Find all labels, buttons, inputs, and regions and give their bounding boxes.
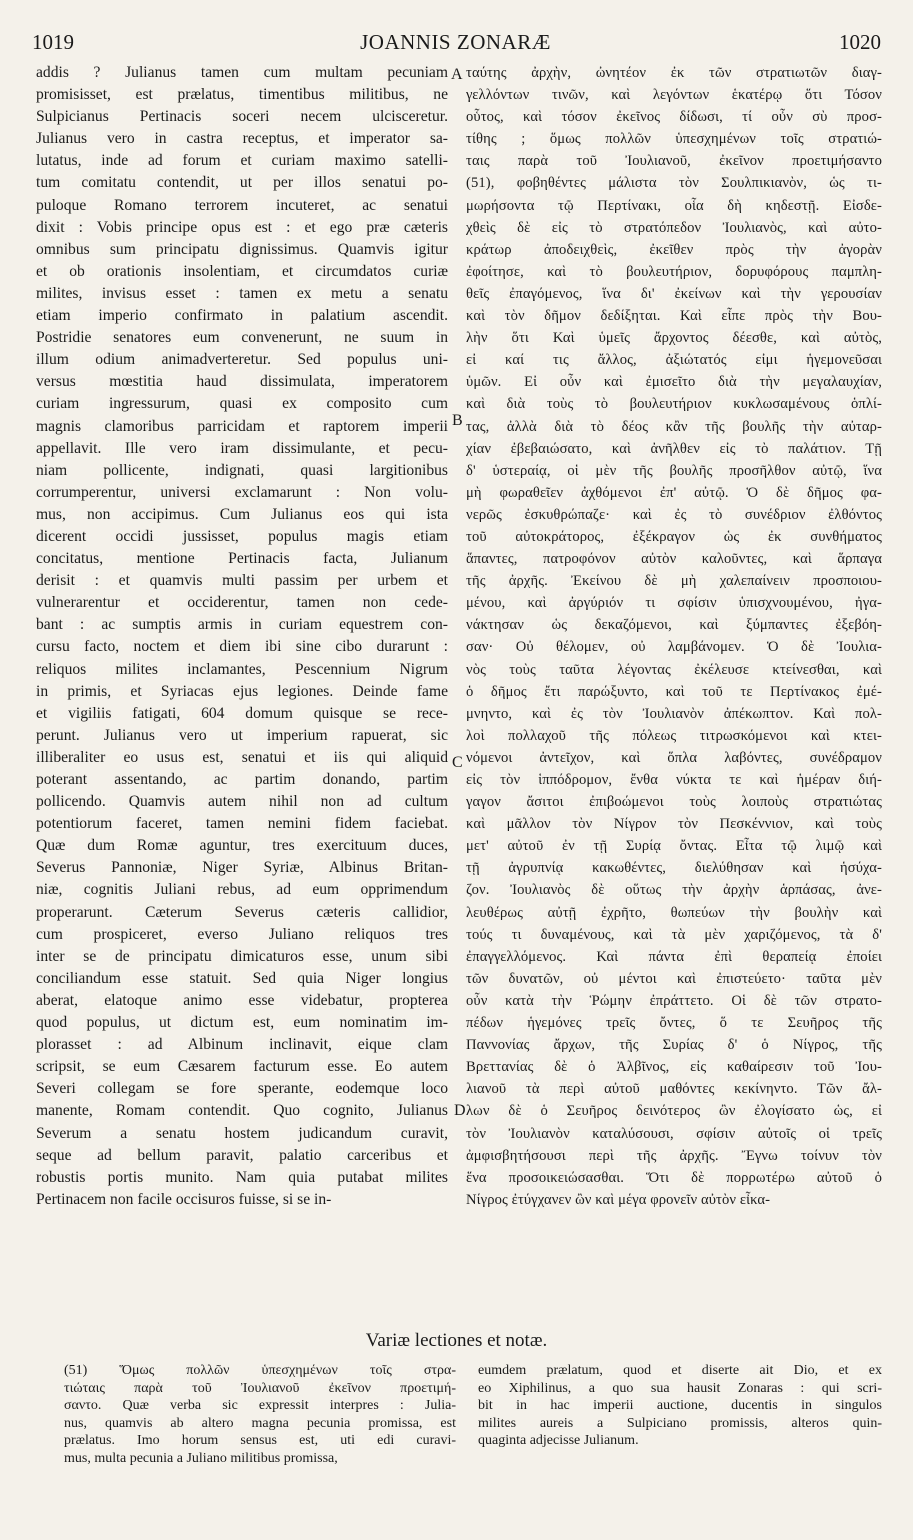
text-line: νερῶς ἐσκυθρώπαζε· καὶ ἐς τὸ συνέδριον ἐλθόντος [466, 506, 882, 523]
text-line: κράτωρ ἀποδειχθεὶς, ἐκεῖθεν πρὸς τὴν ἀγορὰν [466, 241, 882, 258]
text-line: mus, multa pecunia a Juliano militibus promissa, [64, 1450, 338, 1466]
text-line: lutatus, inde ad forum et curiam maximo satelli- [36, 152, 448, 170]
text-line: nus, quamvis ab altero magna pecunia promissa, est [64, 1415, 456, 1431]
text-line: τούς τι δυναμένους, καὶ τὰ μὲν χαριζόμενος, τὰ δ' [466, 926, 882, 943]
text-line: pollicendo. Quamvis autem nihil non ad cultum [36, 793, 448, 811]
text-line: addis ? Julianus tamen cum multam pecuniam [36, 64, 448, 81]
text-line: οὖν κατὰ τὴν Ῥώμην ἐπράττετο. Οἱ δὲ τῶν στρατο- [466, 992, 882, 1009]
page-number-left: 1019 [32, 30, 74, 54]
text-line: etiam imperio confirmato in palatium ascendit. [36, 307, 448, 325]
text-line: cursu facto, noctem et diem ibi sine cibo durarunt : [36, 638, 448, 656]
text-line: τῶν δυνατῶν, οὐ μέντοι καὶ ἐπιστεύετο· ταῦτα μὲν [466, 970, 882, 987]
text-line: in primis, et Syriacas ejus legiones. Deinde fame [36, 682, 448, 700]
text-line: οὗτος, καὶ τόσον ἐκεῖνος δίδωσι, τί οὖν σὺ προσ- [466, 109, 882, 126]
margin-marker-c: C [452, 754, 463, 771]
text-line: νὸς τοὺς ταῦτα λέγοντας ἐκέλευσε κτείνεσθαι, καὶ [466, 661, 882, 678]
text-line: εἰ καί τις ἄλλος, ἀξιώτατός εἰμι ἡγεμονεῦσαι [466, 352, 882, 369]
text-line: poterant assentando, ac partim donando, partim [36, 771, 448, 788]
text-line: et ob orationis insolentiam, et circumdatos curiæ [36, 262, 448, 280]
text-line: μωρήσοντα τῷ Περτίνακι, οἷα δὴ κηδεστῇ. Εἰσδε- [466, 197, 882, 214]
text-line: robustis portis munito. Nam quia putabat milites [36, 1168, 448, 1186]
margin-marker-b: B [452, 412, 463, 429]
text-line: Julianus vero in castra receptus, et imperator sa- [36, 130, 448, 148]
text-line: τίθης ; ὅμως πολλῶν ὑπεσχημένων τοῖς στρατιώ- [466, 131, 882, 148]
text-line: eumdem prælatum, quod et diserte ait Dio, et ex [478, 1363, 882, 1378]
text-line: Sulpicianus Pertinacis soceri necem ulcisceretur. [36, 108, 448, 126]
text-line: θεῖς ἐπαγόμενος, ἵνα δι' ἐκείνων καὶ τὴν γερουσίαν [466, 285, 882, 302]
text-line: καὶ μᾶλλον τὸν Νίγρον τὸν Πεσκέννιον, καὶ τοὺς [466, 816, 882, 833]
text-line: σαν· Οὐ θέλομεν, οὐ λαμβάνομεν. Ὁ δὲ Ἰουλια- [466, 639, 882, 656]
text-line: (51), φοβηθέντες μάλιστα τὸν Σουλπικιανὸν, ὡς τι- [466, 175, 882, 192]
text-line: μένου, καὶ ἀργύριόν τι σφίσιν ὑπισχνουμένου, ἠγα- [466, 595, 882, 612]
text-line: corrumperentur, universi exclamarunt : Non volu- [36, 483, 448, 501]
text-line: πέδων ἡγεμόνες τρεῖς ὄντες, ὅ τε Σευῆρος τῆς [466, 1015, 882, 1032]
margin-marker-a: A [451, 66, 463, 83]
notes-left-column [64, 1362, 456, 1472]
text-line: χθεὶς δὲ εἰς τὸ στρατόπεδον Ἰουλιανὸς, καὶ αὐτο- [466, 219, 882, 236]
text-line: Severum a senatu hostem judicandum curavit, [36, 1124, 448, 1142]
text-line: ἕνα προσοικειώσασθαι. Ὅτι δὲ πορρωτέρω αὐτοῦ ὁ [466, 1169, 882, 1186]
text-line: Severi collegam se fore sperante, eodemque loco [36, 1080, 448, 1098]
latin-column [36, 62, 448, 1322]
text-line: dixit : Vobis principe opus est : et ego præ cæteris [36, 218, 448, 236]
text-line: εἰς τὸν ἱππόδρομον, ἔνθα νύκτα τε καὶ ἡμέραν διή- [466, 772, 882, 788]
text-line: puloque Romano terrorem incuteret, ac senatui [36, 196, 448, 214]
text-line: derisit : et quamvis multi passim per urbem et [36, 572, 448, 590]
text-line: aberat, elatoque animo esse videbatur, propterea [36, 991, 448, 1009]
text-line: conciliandum esse statuit. Sed quia Niger longius [36, 969, 448, 987]
text-line: Παννονίας ἄρχων, τῆς Συρίας δ' ὁ Νίγρος, τῆς [466, 1037, 882, 1054]
text-line: bant : ac sumptis armis in curiam equestrem con- [36, 616, 448, 634]
text-line: Βρεττανίας δὲ ὁ Ἀλβῖνος, εἰς καθαίρεσιν τοῦ Ἰου- [466, 1059, 882, 1076]
text-line: τῆς ἀρχῆς. Ἐκείνου δὲ μὴ χαλεπαίνειν προσποιου- [466, 573, 882, 590]
text-line: illum odium animadverteretur. Sed populus uni- [36, 351, 448, 369]
text-line: δ' ὑστεραίᾳ, οἱ μὲν τῆς βουλῆς προσῆλθον αὐτῷ, ἵνα [466, 462, 882, 479]
text-line: ὑμῶν. Εἰ οὖν καὶ ἐμισεῖτο διὰ τὴν μεγαλαυχίαν, [466, 374, 882, 391]
text-line: χίαν ἐβεβαιώσατο, καὶ ἀνῆλθεν εἰς τὸ παλάτιον. Τῇ [466, 440, 882, 457]
text-line: Quæ dum Romæ aguntur, tres exercituum duces, [36, 837, 448, 855]
text-line: vulnerarentur et occiderentur, tamen non cede- [36, 594, 448, 612]
text-line: σαντο. Quæ verba sic expressit interpres : Julia- [64, 1398, 456, 1413]
text-line: ἅπαντες, πατροφόνον αὐτὸν καλοῦντες, καὶ ἅρπαγα [466, 551, 882, 568]
text-line: (51) Ὅμως πολλῶν ὑπεσχημένων τοῖς στρα- [64, 1363, 456, 1378]
text-line: promisisset, est prælatus, timentibus militibus, ne [36, 86, 448, 104]
text-line: appellavit. Ille vero iram dissimulante, et pecu- [36, 439, 448, 457]
text-line: ταις παρὰ τοῦ Ἰουλιανοῦ, ἐκεῖνον προετιμήσαντο [466, 153, 882, 170]
text-line: scripsit, se eum Cæsarem facturum esse. Eo autem [36, 1058, 448, 1076]
text-line: illiberaliter eo usus est, senatui et iis qui aliquid [36, 748, 448, 766]
text-line: ὁ δῆμος ἔτι παρώξυντο, καὶ τοῦ τε Περτίνακος ἐμέ- [466, 683, 882, 700]
text-line: μνηντο, καὶ ἐς τὸν Ἰουλιανὸν ἀπέκωπτον. Καὶ πολ- [466, 705, 882, 722]
text-line: inter se de principatu dimicaturos esse, unum sibi [36, 947, 448, 965]
text-line: καὶ διὰ τοὺς τὸ βουλευτήριον κυκλωσαμένους ὁπλί- [466, 396, 882, 413]
text-line: milites, invisus esset : tamen ex metu a senatu [36, 284, 448, 302]
text-line: ζον. Ἰουλιανὸς δὲ οὕτως τὴν ἀρχὴν ἁρπάσας, ἀνε- [466, 882, 882, 899]
text-line: mus, non accipimus. Cum Julianus eos qui ista [36, 505, 448, 523]
text-line: Pertinacem non facile occisuros fuisse, si se in- [36, 1190, 332, 1208]
text-line: λοὶ πολλαχοῦ τῆς πόλεως τιτρωσκόμενοι καὶ κτει- [466, 727, 882, 744]
page-number-right: 1020 [839, 30, 881, 54]
text-line: νάκτησαν ὡς δεκαζόμενοι, καὶ ξύμπαντες ἐξεβόη- [466, 617, 882, 634]
margin-marker-d: D [454, 1102, 466, 1119]
text-line: plorasset : ad Albinum inclinavit, eique clam [36, 1036, 448, 1054]
text-line: quaginta adjecisse Julianum. [478, 1433, 639, 1448]
text-line: perunt. Julianus vero ut imperium rapuerat, sic [36, 726, 448, 744]
text-line: eo Xiphilinus, a quo sua hausit Zonaras : qui scri- [478, 1380, 882, 1396]
text-line: manente, Romam contendit. Quo cognito, Julianus [36, 1102, 448, 1120]
text-line: ταύτης ἀρχὴν, ὠνητέον ἐκ τῶν στρατιωτῶν διαγ- [466, 65, 882, 81]
text-line: milites aureis a Sulpiciano promissis, alteros quin- [478, 1415, 882, 1431]
text-line: magnis clamoribus parricidam et raptorem imperii [36, 417, 448, 435]
text-line: versus mœstitia haud dissimulata, imperatorem [36, 373, 448, 391]
text-line: niam pollicente, indignati, quasi largitionibus [36, 461, 448, 479]
text-line: Postridie senatores eum convenerunt, ne suum in [36, 329, 448, 347]
text-line: niæ, cognitis Juliani rebus, ad eum opprimendum [36, 881, 448, 899]
text-line: reliquos milites inclamantes, Pescennium Nigrum [36, 660, 448, 678]
text-line: et vigiliis fatigati, 604 domum quisque se rece- [36, 704, 448, 722]
running-title: JOANNIS ZONARÆ [360, 30, 551, 54]
text-line: τὸν Ἰουλιανὸν καταλύσουσι, σφίσιν αὐτοῖς οἱ τρεῖς [466, 1125, 882, 1142]
text-line: τοῦ αὐτοκράτορος, ἐξέκραγον ὡς ἐκ συνθήματος [466, 528, 882, 545]
text-line: quod populus, ut dictum est, eum nominatim im- [36, 1014, 448, 1032]
text-line: λὴν ὅτι Καὶ ὑμεῖς ἄρχοντος δέεσθε, καὶ αὐτὸς, [466, 330, 882, 347]
text-line: omnibus sum principatu dignissimus. Quamvis igitur [36, 240, 448, 258]
text-line: λιανοῦ τὰ περὶ αὐτοῦ μαθόντες κεκίνηντο. Τῶν ἄλ- [466, 1081, 882, 1098]
text-line: καὶ τὸν δῆμον δεδίξηται. Καὶ εἶπε πρὸς τὴν Βου- [466, 308, 882, 325]
text-line: Severus Pannoniæ, Niger Syriæ, Albinus Britan- [36, 859, 448, 877]
text-line: γελλόντων τινῶν, καὶ λεγόντων ἑκατέρῳ ὅτι Τόσον [466, 87, 882, 104]
greek-column [466, 62, 882, 1322]
text-line: prælatus. Imo horum sensus est, uti edi curavi- [64, 1433, 456, 1448]
page-header [28, 30, 883, 56]
text-line: dicerent occidi jussisset, populus magis etiam [36, 527, 448, 545]
text-line: potentiorum faceret, tamen nemini fidem faciebat. [36, 815, 448, 833]
text-line: bit in hac imperii auctione, ducentis in singulos [478, 1398, 882, 1413]
text-line: ἀμφισβητήσουσι περὶ τῆς ἀρχῆς. Ἔγνω τοίνυν τὸν [466, 1147, 882, 1164]
text-line: νόμενοι ἀντεῖχον, καὶ ὅπλα λαβόντες, συνέδραμον [466, 749, 882, 766]
text-line: cum prospiceret, everso Juliano reliquos tres [36, 925, 448, 943]
text-line: γαγον ἄσιτοι ἐπιβοώμενοι τοὺς λοιποὺς στρατιώτας [466, 794, 882, 811]
notes-right-column [478, 1362, 882, 1472]
text-line: λευθέρως αὐτῇ ἐχρῆτο, θωπεύων τὴν βουλὴν καὶ [466, 904, 882, 921]
text-line: ἐφοίτησε, καὶ τὸ βουλευτήριον, δορυφόρους παμπλη- [466, 263, 882, 280]
notes-heading: Variæ lectiones et notæ. [365, 1330, 548, 1351]
text-line: τας, ἀλλὰ διὰ τὸ δέος κἂν τῆς βουλῆς τὴν αὐταρ- [466, 418, 882, 435]
text-line: seque ad bellum paravit, palatio carceribus et [36, 1146, 448, 1164]
text-line: τῇ ἀγρυπνίᾳ κακωθέντες, διελύθησαν καὶ ἡσύχα- [466, 860, 882, 877]
text-line: tum comitatu contendit, ut per illos senatui po- [36, 174, 448, 192]
text-line: μὴ φωραθεῖεν ἀχθόμενοι ἐπ' αὐτῷ. Ὁ δὲ δῆμος φα- [466, 484, 882, 501]
text-line: concitatus, mentione Pertinacis facta, Julianum [36, 550, 448, 568]
text-line: τιώταις παρὰ τοῦ Ἰουλιανοῦ ἐκεῖνον προετιμή- [64, 1380, 456, 1396]
text-line: Νίγρος ἐτύγχανεν ὢν καὶ μέγα φρονεῖν αὐτὸν εἶκα- [466, 1191, 771, 1208]
text-line: ἐπαγγελλόμενος. Καὶ πάντα ἐπὶ θεραπείᾳ ἐποίει [466, 948, 882, 965]
text-line: μετ' αὐτοῦ ἐν τῇ Συρίᾳ ὄντας. Εἶτα τῷ λιμῷ καὶ [466, 838, 882, 855]
text-line: properarunt. Cæterum Severus cæteris callidior, [36, 903, 448, 921]
text-line: λων δὲ ὁ Σευῆρος δεινότερος ὢν ἐλογίσατο ὡς, εἰ [466, 1103, 882, 1120]
text-line: curiam ingressurum, quasi ex composito cum [36, 395, 448, 413]
